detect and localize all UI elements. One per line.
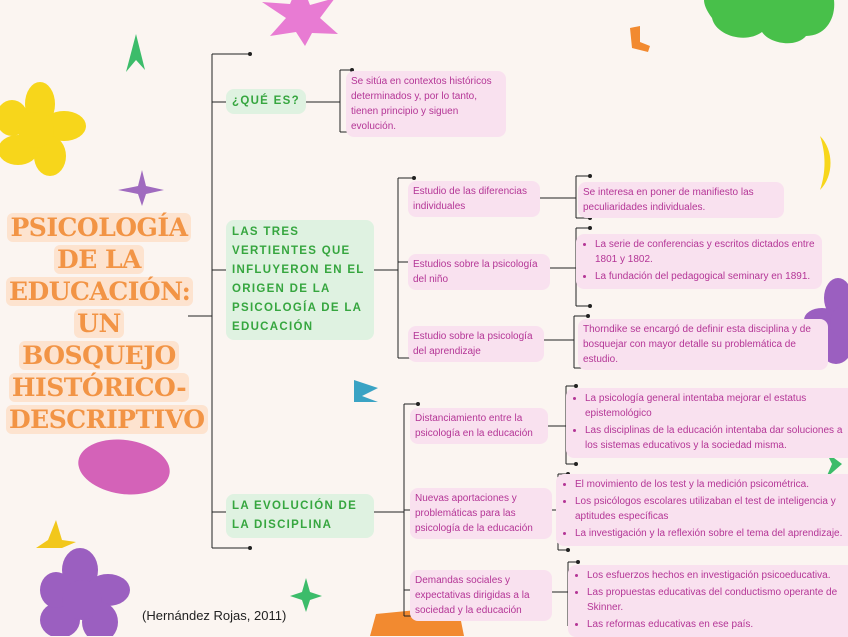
title-line: HISTÓRICO- xyxy=(9,373,189,402)
demandas-sociales-details xyxy=(568,565,848,637)
list-item: • La investigación y la reflexión sobre el tema del aprendizaje. xyxy=(575,526,848,541)
main-title xyxy=(6,212,205,436)
list-item: • Los esfuerzos hechos en investigación psicoeducativa. xyxy=(587,568,848,583)
diferencias-detail: Se interesa en poner de manifiesto las peculiaridades individuales. xyxy=(578,182,784,218)
evolucion-demandas-sociales: Demandas sociales y expectativas dirigidas a la sociedad y la educación xyxy=(410,570,552,621)
citation: (Hernández Rojas, 2011) xyxy=(142,608,287,623)
title-line: UN BOSQUEJO xyxy=(19,309,179,370)
title-line: PSICOLOGÍA xyxy=(7,213,190,242)
list-item: • El movimiento de los test y la medición psicométrica. xyxy=(575,477,848,492)
branch-evolucion: LA EVOLUCIÓN DE LA DISCIPLINA xyxy=(226,494,374,538)
vertiente-diferencias: Estudio de las diferencias individuales xyxy=(408,181,540,217)
nuevas-aportaciones-details xyxy=(556,474,848,546)
que-es-detail: Se sitúa en contextos históricos determinados y, por lo tanto, tienen principio y siguen evolución. xyxy=(346,71,506,137)
list-item: • Las disciplinas de la educación intentaba dar soluciones a los sistemas educativos y la sociedad misma. xyxy=(585,423,848,453)
title-line: DE LA xyxy=(54,245,144,274)
distanciamiento-details xyxy=(566,388,848,458)
list-item: • Las propuestas educativas del conductismo operante de Skinner. xyxy=(587,585,848,615)
aprendizaje-detail: Thorndike se encargó de definir esta disciplina y de bosquejar con mayor detalle su problemática de estudio. xyxy=(578,319,828,370)
list-item: • Los psicólogos escolares utilizaban el test de inteligencia y aptitudes específicas xyxy=(575,494,848,524)
evolucion-distanciamiento: Distanciamiento entre la psicología en la educación xyxy=(410,408,548,444)
branch-que-es: ¿QUÉ ES? xyxy=(226,89,306,114)
branch-vertientes: LAS TRES VERTIENTES QUE INFLUYERON EN EL ORIGEN DE LA PSICOLOGÍA DE LA EDUCACIÓN xyxy=(226,220,374,340)
vertiente-nino: Estudios sobre la psicología del niño xyxy=(408,254,550,290)
nino-details xyxy=(576,234,822,289)
list-item: • La serie de conferencias y escritos dictados entre 1801 y 1802. xyxy=(595,237,815,267)
list-item: • La fundación del pedagogical seminary en 1891. xyxy=(595,269,815,284)
list-item: • Las reformas educativas en ese país. xyxy=(587,617,848,632)
evolucion-nuevas-aportaciones: Nuevas aportaciones y problemáticas para las psicología de la educación xyxy=(410,488,552,539)
title-line: DESCRIPTIVO xyxy=(6,405,208,434)
list-item: • La psicología general intentaba mejorar el estatus epistemológico xyxy=(585,391,848,421)
vertiente-aprendizaje: Estudio sobre la psicología del aprendizaje xyxy=(408,326,544,362)
title-line: EDUCACIÓN: xyxy=(6,277,193,306)
